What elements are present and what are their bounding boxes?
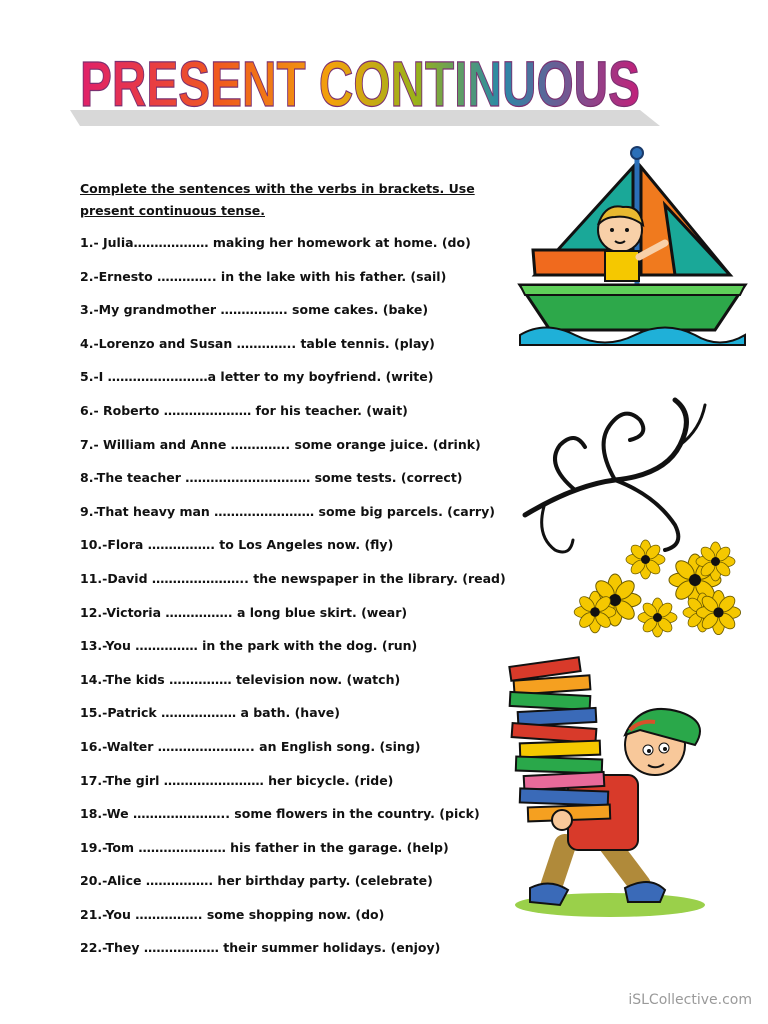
exercise-item: 11.-David ………………….. the newspaper in the library. (read) [80,570,506,586]
exercise-item: 14.-The kids …………… television now. (watch) [80,671,401,687]
exercise-item: 4.-Lorenzo and Susan ………….. table tennis. (play) [80,335,435,351]
exercise-item: 20.-Alice ……………. her birthday party. (celebrate) [80,873,433,889]
exercise-item: 9.-That heavy man …………………… some big parcels. (carry) [80,503,495,519]
exercise-item: 6.- Roberto ………………… for his teacher. (wait) [80,402,408,418]
exercise-item: 13.-You …………… in the park with the dog. (run) [80,638,418,654]
exercise-item: 2.-Ernesto ………….. in the lake with his father. (sail) [80,268,447,284]
exercise-item: 15.-Patrick ……………… a bath. (have) [80,705,340,721]
exercise-list [80,231,520,970]
title-text: PRESENT CONTINUOUS [80,48,640,120]
exercise-item: 17.-The girl …………………… her bicycle. (ride) [80,772,394,788]
footer-watermark: iSLCollective.com [628,992,752,1008]
sailboat-illustration [515,145,750,350]
instructions: Complete the sentences with the verbs in brackets. Use present continuous tense. [80,181,475,218]
boy-with-books-illustration [490,650,730,925]
exercise-item: 16.-Walter ………………….. an English song. (sing) [80,738,421,754]
exercise-item: 22.-They ……………… their summer holidays. (enjoy) [80,940,441,956]
exercise-item: 1.- Julia……………… making her homework at home. (do) [80,235,471,250]
exercise-item: 7.- William and Anne ………….. some orange juice. (drink) [80,436,481,452]
worksheet-title [60,40,660,135]
exercise-item: 21.-You ……………. some shopping now. (do) [80,906,385,922]
exercise-item: 3.-My grandmother ……………. some cakes. (bake) [80,302,429,318]
exercise-item: 10.-Flora ……………. to Los Angeles now. (fly) [80,537,394,553]
exercise-item: 19.-Tom ………………… his father in the garage. (help) [80,839,449,855]
title-wordart [60,40,660,135]
exercise-item: 12.-Victoria ……………. a long blue skirt. (wear) [80,604,408,620]
exercise-item: 8.-The teacher ………………………… some tests. (correct) [80,470,463,486]
exercise-item: 5.-I ……………………a letter to my boyfriend. (write) [80,369,434,385]
swirl-ornament [515,385,715,565]
exercise-item: 18.-We ………………….. some flowers in the country. (pick) [80,806,480,822]
